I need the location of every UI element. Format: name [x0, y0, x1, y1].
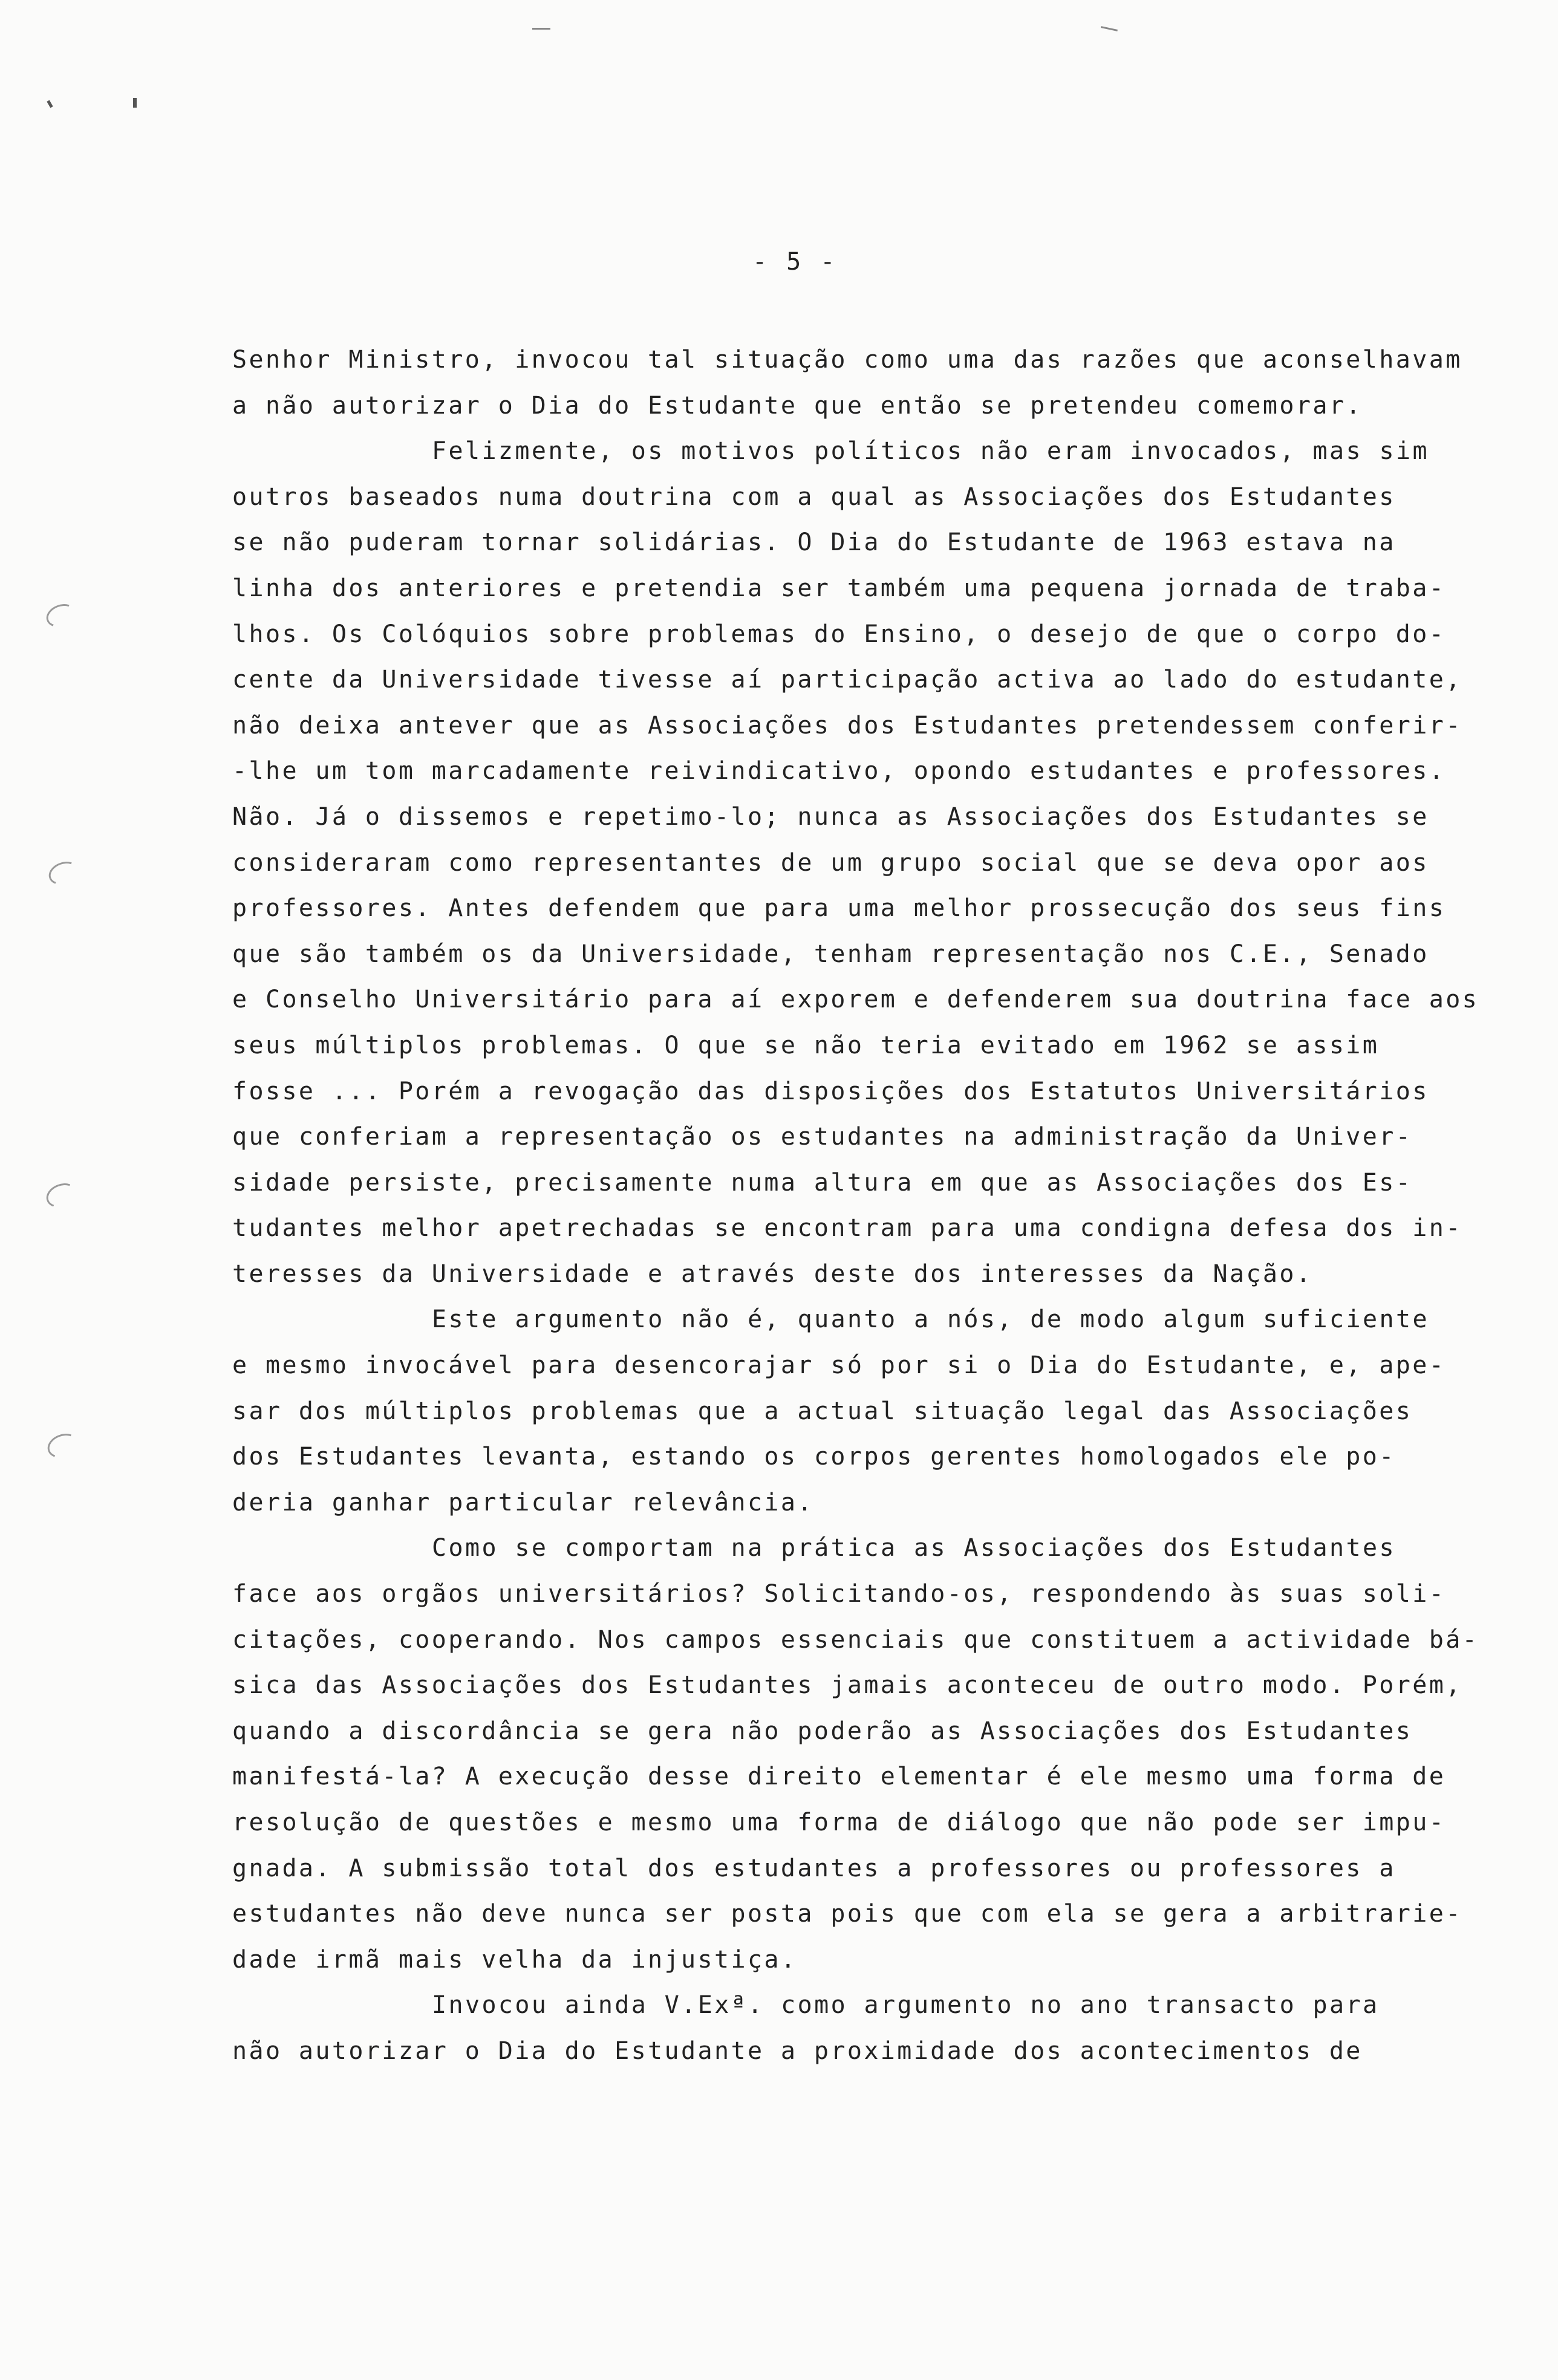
text-line: gnada. A submissão total dos estudantes a professores ou professores a	[232, 1854, 1396, 1882]
paragraph-start-line: Este argumento não é, quanto a nós, de modo algum suficiente	[432, 1305, 1429, 1334]
text-line: que são também os da Universidade, tenham representação nos C.E., Senado	[232, 940, 1429, 968]
hole-punch-mark	[44, 1429, 82, 1461]
text-line: linha dos anteriores e pretendia ser também uma pequena jornada de traba-	[232, 574, 1446, 602]
text-line: resolução de questões e mesmo uma forma de diálogo que não pode ser impu-	[232, 1809, 1446, 1836]
text-line: fosse ... Porém a revogação das disposições dos Estatutos Universitários	[232, 1077, 1429, 1105]
text-line: dos Estudantes levanta, estando os corpos gerentes homologados ele po-	[232, 1443, 1396, 1471]
text-line: seus múltiplos problemas. O que se não teria evitado em 1962 se assim	[232, 1031, 1380, 1059]
text-line: face aos orgãos universitários? Solicitando-os, respondendo às suas soli-	[232, 1580, 1446, 1608]
text-line: consideraram como representantes de um grupo social que se deva opor aos	[232, 848, 1429, 877]
text-line: quando a discordância se gera não poderão as Associações dos Estudantes	[232, 1717, 1413, 1745]
text-line: sidade persiste, precisamente numa altura em que as Associações dos Es-	[232, 1168, 1413, 1197]
text-line: a não autorizar o Dia do Estudante que então se pretendeu comemorar.	[232, 391, 1363, 420]
text-line: não autorizar o Dia do Estudante a proximidade dos acontecimentos de	[232, 2037, 1363, 2065]
text-line: teresses da Universidade e através deste dos interesses da Nação.	[232, 1260, 1313, 1288]
text-line: Senhor Ministro, invocou tal situação como uma das razões que aconselhavam	[232, 346, 1462, 374]
document-body	[232, 337, 1479, 2075]
text-line: professores. Antes defendem que para uma melhor prossecução dos seus fins	[232, 894, 1446, 923]
text-line: não deixa antever que as Associações dos Estudantes pretendessem conferir-	[232, 711, 1462, 740]
text-line: outros baseados numa doutrina com a qual as Associações dos Estudantes	[232, 483, 1396, 511]
paragraph-start-line: Como se comportam na prática as Associações dos Estudantes	[432, 1534, 1396, 1562]
scan-speck	[1101, 26, 1118, 31]
text-line: estudantes não deve nunca ser posta pois que com ela se gera a arbitrarie-	[232, 1900, 1462, 1928]
hole-punch-mark	[43, 600, 79, 631]
hole-punch-mark	[43, 1179, 80, 1211]
text-line: manifestá-la? A execução desse direito elementar é ele mesmo uma forma de	[232, 1763, 1446, 1791]
text-line: dade irmã mais velha da injustiça.	[232, 1945, 798, 1974]
scan-speck	[133, 98, 137, 108]
page-number: - 5 -	[752, 248, 838, 276]
text-line: -lhe um tom marcadamente reivindicativo, opondo estudantes e professores.	[232, 757, 1446, 785]
hole-punch-mark	[45, 858, 81, 889]
text-line: deria ganhar particular relevância.	[232, 1488, 814, 1517]
text-line: se não puderam tornar solidárias. O Dia do Estudante de 1963 estava na	[232, 528, 1396, 557]
text-line: que conferiam a representação os estudantes na administração da Univer-	[232, 1123, 1413, 1151]
text-line: sica das Associações dos Estudantes jamais aconteceu de outro modo. Porém,	[232, 1671, 1462, 1700]
text-line: citações, cooperando. Nos campos essenciais que constituem a actividade bá-	[232, 1625, 1479, 1654]
text-line: tudantes melhor apetrechadas se encontram para uma condigna defesa dos in-	[232, 1214, 1462, 1243]
text-line: lhos. Os Colóquios sobre problemas do Ensino, o desejo de que o corpo do-	[232, 620, 1446, 648]
text-line: e Conselho Universitário para aí exporem e defenderem sua doutrina face aos	[232, 986, 1479, 1014]
text-line: Não. Já o dissemos e repetimo-lo; nunca as Associações dos Estudantes se	[232, 802, 1429, 831]
text-line: e mesmo invocável para desencorajar só por si o Dia do Estudante, e, ape-	[232, 1351, 1446, 1380]
paragraph-start-line: Invocou ainda V.Exª. como argumento no ano transacto para	[432, 1991, 1380, 2020]
scan-speck	[47, 100, 53, 108]
text-line: sar dos múltiplos problemas que a actual situação legal das Associações	[232, 1397, 1413, 1425]
paragraph-start-line: Felizmente, os motivos políticos não eram invocados, mas sim	[432, 437, 1429, 466]
scan-speck	[532, 28, 550, 30]
text-line: cente da Universidade tivesse aí participação activa ao lado do estudante,	[232, 666, 1462, 694]
